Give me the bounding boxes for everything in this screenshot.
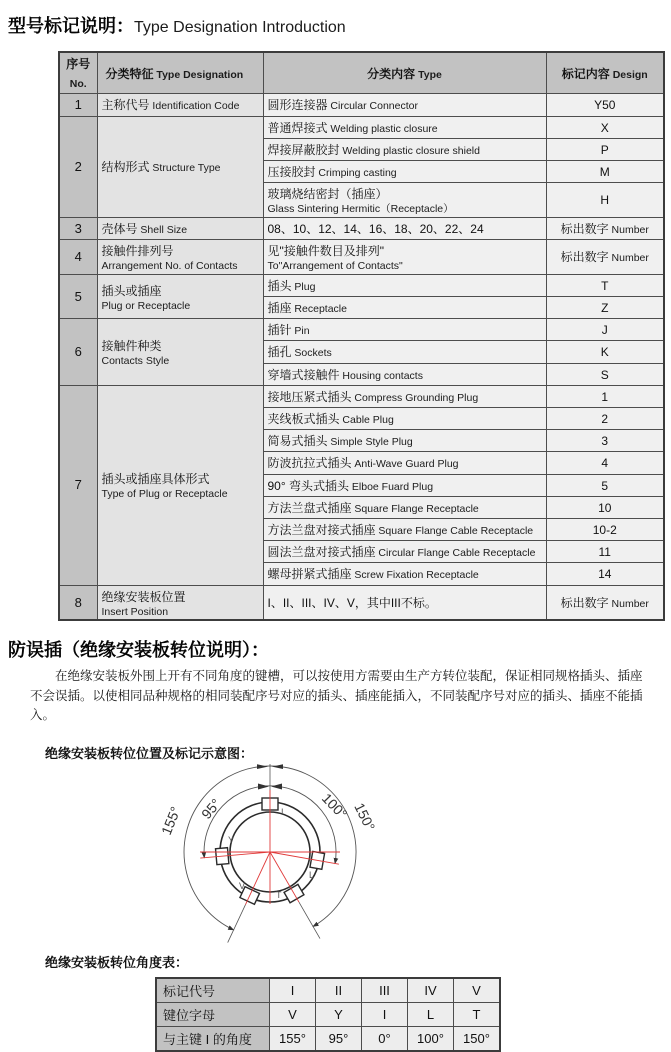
row-number: 2 xyxy=(59,116,97,217)
text-zh: M xyxy=(599,164,610,179)
design-cell xyxy=(546,452,664,474)
feature-cell xyxy=(97,217,263,239)
document-page xyxy=(0,12,671,1048)
header-row xyxy=(59,52,664,94)
text-zh: 标出数字 xyxy=(560,221,609,236)
text-zh: I、II、III、IV、V，其中III不标。 xyxy=(267,595,437,610)
angle-value-cell: 150° xyxy=(454,1027,501,1052)
section-heading: 防误插（绝缘安装板转位说明）： xyxy=(8,640,269,661)
text-zh: 5 xyxy=(601,478,609,493)
text-en: Type xyxy=(415,68,442,81)
text-zh: T xyxy=(601,278,609,293)
type-designation-table xyxy=(58,51,665,621)
text-en: Circular Flange Cable Receptacle xyxy=(375,547,536,560)
text-en: Type Designation xyxy=(153,68,244,81)
text-en: Circular Connector xyxy=(327,100,418,113)
design-cell xyxy=(546,385,664,407)
text-en: Compress Grounding Plug xyxy=(351,391,479,404)
text-zh: 标记内容 xyxy=(561,66,610,81)
type-cell xyxy=(263,138,546,160)
text-en: Simple Style Plug xyxy=(327,436,413,449)
text-zh: 绝缘安装板位置 xyxy=(101,589,186,604)
text-zh: 10 xyxy=(598,500,612,515)
text-zh: 圆法兰盘对接式插座 xyxy=(267,545,376,560)
text-en: Number xyxy=(608,223,649,236)
design-cell xyxy=(546,274,664,296)
row-number: 3 xyxy=(59,217,97,239)
text-zh: 插座 xyxy=(267,301,292,316)
text-en: Insert Position xyxy=(101,605,169,618)
type-cell xyxy=(263,452,546,474)
type-cell xyxy=(263,240,546,275)
table-row xyxy=(59,385,664,407)
angle-value-cell: Y xyxy=(316,1003,362,1027)
feature-cell xyxy=(97,585,263,620)
angle-label-100: 100° xyxy=(318,790,351,823)
column-header xyxy=(59,52,97,94)
text-zh: 分类特征 xyxy=(105,66,154,81)
text-en: To"Arrangement of Contacts" xyxy=(267,260,403,273)
table-row xyxy=(59,217,664,239)
text-zh: 标出数字 xyxy=(560,250,609,265)
angle-value-cell: I xyxy=(362,1003,408,1027)
diagram-caption: 绝缘安装板转位位置及标记示意图： xyxy=(45,746,254,762)
rotation-angle-table xyxy=(155,977,501,1052)
table-row xyxy=(59,274,664,296)
type-cell xyxy=(263,341,546,363)
type-cell xyxy=(263,297,546,319)
angle-value-cell: 95° xyxy=(316,1027,362,1052)
angle-label-150: 150° xyxy=(351,800,379,834)
angle-table-row xyxy=(156,1027,500,1052)
text-en: Number xyxy=(608,252,649,265)
text-en: Glass Sintering Hermitic（Receptacle） xyxy=(267,203,454,216)
text-zh: 玻璃烧结密封（插座） xyxy=(267,187,388,202)
row-number: 6 xyxy=(59,319,97,386)
design-cell xyxy=(546,240,664,275)
text-zh: X xyxy=(600,120,609,135)
text-zh: Z xyxy=(601,301,609,316)
text-zh: S xyxy=(600,367,609,382)
text-en: Plug xyxy=(291,280,316,293)
type-cell xyxy=(263,518,546,540)
design-cell xyxy=(546,217,664,239)
key-letter-right: L xyxy=(309,870,315,881)
text-zh: 防波抗拉式插头 xyxy=(267,456,352,471)
text-en: Anti-Wave Guard Plug xyxy=(351,458,459,471)
type-cell xyxy=(263,496,546,518)
type-cell xyxy=(263,94,546,116)
design-cell xyxy=(546,297,664,319)
text-en: Pin xyxy=(291,325,310,338)
text-zh: 14 xyxy=(598,567,612,582)
text-en: Shell Size xyxy=(137,223,188,236)
angle-row-label: 与主键 I 的角度 xyxy=(156,1027,270,1052)
text-zh: 简易式插头 xyxy=(267,434,328,449)
angle-row-label: 键位字母 xyxy=(156,1003,270,1027)
row-number: 8 xyxy=(59,585,97,620)
text-zh: 结构形式 xyxy=(101,160,150,175)
text-zh: 方法兰盘对接式插座 xyxy=(267,522,376,537)
design-cell xyxy=(546,541,664,563)
table-row xyxy=(59,116,664,138)
angle-label-95: 95° xyxy=(198,795,224,823)
design-cell xyxy=(546,585,664,620)
text-en: Plug or Receptacle xyxy=(101,299,191,312)
type-cell xyxy=(263,430,546,452)
text-zh: 插头或插座具体形式 xyxy=(101,472,210,487)
type-cell xyxy=(263,274,546,296)
design-cell xyxy=(546,116,664,138)
text-en: Elboe Fuard Plug xyxy=(348,480,434,493)
text-en: Housing contacts xyxy=(339,369,423,382)
angle-value-cell: III xyxy=(362,978,408,1003)
text-en: Contacts Style xyxy=(101,355,170,368)
type-cell xyxy=(263,217,546,239)
text-zh: 标出数字 xyxy=(560,595,609,610)
angle-value-cell: 0° xyxy=(362,1027,408,1052)
text-zh: 接触件排列号 xyxy=(101,244,174,259)
angle-table-caption: 绝缘安装板转位角度表： xyxy=(45,955,189,971)
text-zh: 1 xyxy=(601,389,609,404)
text-en: Number xyxy=(608,597,649,610)
column-header xyxy=(263,52,546,94)
angle-value-cell: L xyxy=(408,1003,454,1027)
text-en: No. xyxy=(69,78,87,91)
angle-value-cell: I xyxy=(270,978,316,1003)
angle-label-155: 155° xyxy=(157,804,184,838)
page-title-zh: 型号标记说明： xyxy=(8,16,134,36)
text-zh: 4 xyxy=(601,456,609,471)
text-zh: 螺母拼紧式插座 xyxy=(267,567,352,582)
text-zh: H xyxy=(600,193,610,208)
angle-table-row xyxy=(156,1003,500,1027)
text-zh: 见"接触件数目及排列" xyxy=(267,244,385,259)
angle-table-body xyxy=(156,978,500,1051)
feature-cell xyxy=(97,274,263,318)
design-cell xyxy=(546,518,664,540)
text-en: Design xyxy=(609,68,648,81)
design-cell xyxy=(546,160,664,182)
text-zh: 圆形连接器 xyxy=(267,98,328,113)
column-header xyxy=(97,52,263,94)
type-cell xyxy=(263,319,546,341)
text-zh: 插针 xyxy=(267,323,292,338)
design-cell xyxy=(546,563,664,585)
text-en: Square Flange Receptacle xyxy=(351,502,479,515)
design-cell xyxy=(546,408,664,430)
text-en: Type of Plug or Receptacle xyxy=(101,488,228,501)
angle-value-cell: 100° xyxy=(408,1027,454,1052)
text-zh: 插头或插座 xyxy=(101,283,162,298)
text-en: Screw Fixation Receptacle xyxy=(351,569,479,582)
type-cell xyxy=(263,563,546,585)
text-en: Crimping casting xyxy=(315,166,397,179)
type-cell xyxy=(263,116,546,138)
design-cell xyxy=(546,94,664,116)
feature-cell xyxy=(97,240,263,275)
text-zh: 普通焊接式 xyxy=(267,120,328,135)
text-zh: 主称代号 xyxy=(101,98,150,113)
page-title xyxy=(8,12,671,38)
feature-cell xyxy=(97,319,263,386)
text-zh: 插孔 xyxy=(267,345,292,360)
text-zh: 焊接屏蔽胶封 xyxy=(267,142,340,157)
design-cell xyxy=(546,183,664,218)
feature-cell xyxy=(97,94,263,116)
design-cell xyxy=(546,496,664,518)
section-paragraph: 在绝缘安装板外围上开有不同角度的键槽，可以按使用方需要由生产方转位装配，保证相同规格插头、插座不会误插。以使相同品种规格的相同装配序号对应的插头、插座能插入，不同装配序号对应的插头、插座不能插入。 xyxy=(30,669,643,723)
text-en: Cable Plug xyxy=(339,414,394,426)
key-letter-bottom: T xyxy=(276,890,282,901)
design-cell xyxy=(546,474,664,496)
text-en: Arrangement No. of Contacts xyxy=(101,260,238,273)
feature-cell xyxy=(97,116,263,217)
design-cell xyxy=(546,430,664,452)
text-zh: 夹线板式插头 xyxy=(267,412,340,426)
design-cell xyxy=(546,363,664,385)
text-en: Structure Type xyxy=(149,162,221,175)
angle-value-cell: V xyxy=(454,978,501,1003)
type-cell xyxy=(263,408,546,430)
text-zh: 穿墙式接触件 xyxy=(267,367,340,382)
table-row xyxy=(59,319,664,341)
angle-value-cell: T xyxy=(454,1003,501,1027)
text-en: Receptacle xyxy=(291,303,347,316)
text-zh: 序号 xyxy=(66,57,91,71)
key-letter-left: Y xyxy=(228,835,235,846)
design-cell xyxy=(546,138,664,160)
angle-value-cell: IV xyxy=(408,978,454,1003)
design-cell xyxy=(546,319,664,341)
key-letter-top: I xyxy=(281,807,284,818)
table-row xyxy=(59,94,664,116)
type-cell xyxy=(263,541,546,563)
text-zh: 方法兰盘式插座 xyxy=(267,500,352,515)
row-number: 1 xyxy=(59,94,97,116)
row-number: 7 xyxy=(59,385,97,585)
text-zh: 插头 xyxy=(267,278,292,293)
table-row xyxy=(59,585,664,620)
key-letter-bottom-left: V xyxy=(239,881,246,892)
table-row xyxy=(59,240,664,275)
type-cell xyxy=(263,160,546,182)
angle-value-cell: 155° xyxy=(270,1027,316,1052)
text-zh: 压接胶封 xyxy=(267,164,316,179)
text-en: Sockets xyxy=(291,347,332,360)
row-number: 5 xyxy=(59,274,97,318)
text-zh: 接触件种类 xyxy=(101,339,162,354)
type-cell xyxy=(263,385,546,407)
text-zh: 90° 弯头式插头 xyxy=(267,478,349,493)
text-zh: 接地压紧式插头 xyxy=(267,389,352,404)
text-zh: K xyxy=(600,345,609,360)
text-zh: 08、10、12、14、16、18、20、22、24 xyxy=(267,221,484,236)
table-body xyxy=(59,94,664,620)
column-header xyxy=(546,52,664,94)
text-zh: 壳体号 xyxy=(101,221,138,236)
type-cell xyxy=(263,363,546,385)
design-cell xyxy=(546,341,664,363)
angle-value-cell: V xyxy=(270,1003,316,1027)
text-zh: P xyxy=(600,142,609,157)
text-zh: J xyxy=(601,323,608,338)
text-zh: 11 xyxy=(598,545,611,560)
type-cell xyxy=(263,183,546,218)
type-cell xyxy=(263,474,546,496)
text-en: Welding plastic closure xyxy=(327,122,438,135)
row-number: 4 xyxy=(59,240,97,275)
text-zh: 2 xyxy=(601,412,609,426)
type-cell xyxy=(263,585,546,620)
text-zh: 10-2 xyxy=(592,522,617,537)
text-en: Welding plastic closure shield xyxy=(339,144,480,157)
text-en: Identification Code xyxy=(149,100,240,113)
page-title-en: Type Designation Introduction xyxy=(134,19,346,36)
angle-value-cell: II xyxy=(316,978,362,1003)
text-en: Square Flange Cable Receptacle xyxy=(375,524,534,537)
angle-table-row xyxy=(156,978,500,1003)
angle-row-label: 标记代号 xyxy=(156,978,270,1003)
text-zh: 分类内容 xyxy=(367,66,416,81)
rotation-diagram xyxy=(138,764,498,946)
text-zh: 3 xyxy=(601,434,609,449)
feature-cell xyxy=(97,385,263,585)
table-header xyxy=(59,52,664,94)
text-zh: Y50 xyxy=(594,98,616,113)
